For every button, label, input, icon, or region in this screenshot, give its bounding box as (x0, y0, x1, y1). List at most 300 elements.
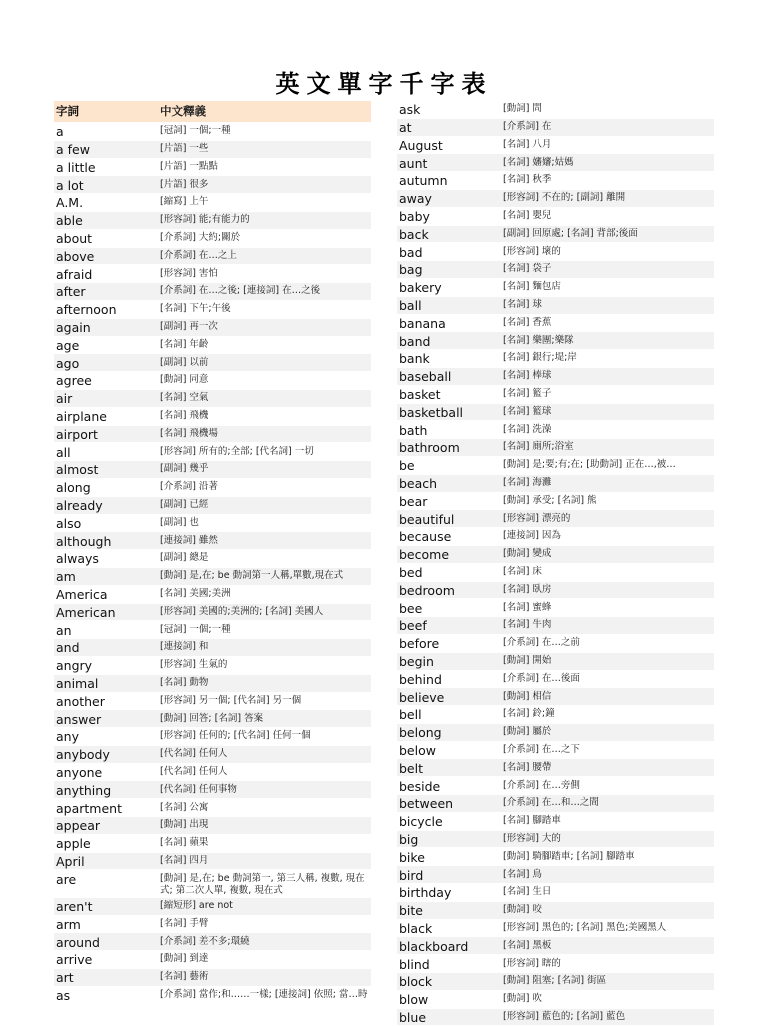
word-cell: between (399, 796, 454, 812)
word-cell: blue (399, 1009, 427, 1025)
table-row (54, 283, 371, 301)
table-row (54, 639, 371, 657)
word-cell: although (56, 533, 112, 549)
table-row (54, 710, 371, 728)
table-row (54, 141, 371, 159)
word-cell: blind (399, 956, 430, 972)
meaning-cell: [名詞] 秋季 (503, 174, 552, 186)
meaning-cell: [動詞] 出現 (160, 819, 209, 831)
table-row (397, 315, 714, 333)
meaning-cell: [介系詞] 在…之上 (160, 249, 237, 261)
meaning-cell: [動詞] 吹 (503, 993, 542, 1005)
table-row (397, 759, 714, 777)
table-row (54, 265, 371, 283)
table-row (54, 933, 371, 951)
table-row (54, 479, 371, 497)
table-row (54, 764, 371, 782)
table-row (397, 421, 714, 439)
meaning-cell: [名詞] 海灘 (503, 477, 552, 489)
word-cell: band (399, 333, 431, 349)
word-cell: all (56, 444, 71, 460)
word-cell: always (56, 551, 99, 567)
table-row (54, 390, 371, 408)
table-row (397, 742, 714, 760)
word-cell: begin (399, 654, 434, 669)
table-row (397, 546, 714, 564)
table-row (397, 795, 714, 813)
table-row (397, 208, 714, 226)
table-row (54, 443, 371, 461)
table-row (54, 515, 371, 533)
table-row (397, 350, 714, 368)
table-row (397, 1009, 714, 1026)
meaning-cell: [名詞] 樂團;樂隊 (503, 334, 574, 346)
meaning-cell: [副詞] 也 (160, 516, 199, 528)
table-header (54, 101, 371, 123)
meaning-cell: [介系詞] 在…之下 (503, 743, 580, 755)
table-row (54, 532, 371, 550)
word-cell: anyone (56, 764, 103, 780)
word-cell: away (399, 191, 432, 207)
table-row (397, 973, 714, 991)
word-cell: bag (399, 262, 423, 278)
table-row (54, 301, 371, 319)
table-row (397, 582, 714, 600)
table-row (54, 898, 371, 916)
word-cell: August (399, 137, 443, 153)
table-row (397, 404, 714, 422)
table-row (397, 724, 714, 742)
meaning-cell: [名詞] 袋子 (503, 263, 552, 275)
meaning-cell: [介系詞] 在…後面 (503, 672, 580, 684)
meaning-cell: [代名詞] 任何事物 (160, 783, 237, 795)
word-cell: big (399, 831, 419, 847)
table-row (397, 172, 714, 190)
meaning-cell: [形容詞] 另一個; [代名詞] 另一個 (160, 694, 302, 706)
word-cell: beach (399, 476, 438, 492)
word-cell: afternoon (56, 302, 117, 318)
word-cell: bank (399, 351, 430, 367)
word-cell: airport (56, 426, 98, 442)
word-cell: A.M. (56, 195, 84, 211)
word-cell: bakery (399, 280, 442, 296)
meaning-cell: [名詞] 四月 (160, 854, 209, 866)
word-cell: anything (56, 782, 112, 798)
table-row (54, 212, 371, 230)
table-row (397, 279, 714, 297)
table-row (397, 564, 714, 582)
word-cell: art (56, 970, 74, 986)
table-row (397, 154, 714, 172)
word-cell: bird (399, 867, 424, 883)
word-cell: believe (399, 689, 445, 705)
table-row (54, 853, 371, 871)
table-row (397, 439, 714, 457)
meaning-cell: [形容詞] 所有的;全部; [代名詞] 一切 (160, 445, 314, 457)
table-row (397, 226, 714, 244)
word-cell: behind (399, 671, 442, 687)
word-table-left (54, 101, 371, 1005)
word-cell: bite (399, 903, 423, 919)
table-row (54, 657, 371, 675)
word-cell: bath (399, 422, 428, 438)
word-cell: a little (56, 159, 96, 175)
table-row (54, 159, 371, 177)
word-cell: bad (399, 244, 423, 260)
word-cell: also (56, 515, 82, 531)
word-cell: ago (56, 355, 80, 371)
word-cell: belt (399, 760, 423, 776)
table-row (54, 835, 371, 853)
word-cell: along (56, 480, 91, 496)
table-row (397, 261, 714, 279)
word-cell: as (56, 988, 71, 1004)
table-row (54, 426, 371, 444)
meaning-cell: [名詞] 鳥 (503, 868, 542, 880)
meaning-cell: [介系詞] 沿著 (160, 481, 218, 493)
table-row (54, 987, 371, 1005)
table-row (397, 884, 714, 902)
table-row (397, 777, 714, 795)
word-cell: at (399, 120, 412, 136)
meaning-cell: [名詞] 生日 (503, 886, 552, 898)
word-cell: birthday (399, 885, 452, 901)
meaning-cell: [形容詞] 壞的 (503, 245, 561, 257)
meaning-cell: [名詞] 飛機 (160, 410, 209, 422)
meaning-cell: [形容詞] 能;有能力的 (160, 214, 250, 226)
table-row (397, 866, 714, 884)
meaning-cell: [介系詞] 在…旁側 (503, 779, 580, 791)
word-cell: afraid (56, 266, 93, 282)
table-row (397, 688, 714, 706)
meaning-cell: [名詞] 麵包店 (503, 281, 561, 293)
meaning-cell: [名詞] 腳踏車 (503, 815, 561, 827)
word-cell: because (399, 529, 452, 545)
table-row (54, 586, 371, 604)
word-cell: aren't (56, 899, 93, 915)
word-cell: apple (56, 836, 91, 852)
table-row (54, 817, 371, 835)
word-cell: airplane (56, 409, 107, 425)
meaning-cell: [名詞] 鈴;鐘 (503, 708, 555, 720)
meaning-cell: [名詞] 黑板 (503, 939, 552, 951)
word-cell: back (399, 226, 429, 242)
word-cell: ball (399, 298, 422, 314)
table-row (54, 781, 371, 799)
table-row (397, 332, 714, 350)
table-row (397, 243, 714, 261)
word-cell: a lot (56, 177, 84, 193)
word-cell: an (56, 622, 72, 638)
table-row (54, 248, 371, 266)
word-cell: air (56, 391, 73, 407)
table-row (397, 848, 714, 866)
word-cell: age (56, 337, 80, 353)
header-meaning: 中文釋義 (160, 104, 206, 118)
word-cell: beside (399, 778, 441, 794)
word-cell: and (56, 640, 80, 656)
meaning-cell: [副詞] 回原處; [名詞] 背部;後面 (503, 227, 638, 239)
meaning-cell: [連接詞] 雖然 (160, 534, 218, 546)
meaning-cell: [名詞] 年齡 (160, 338, 209, 350)
meaning-cell: [名詞] 洗澡 (503, 423, 552, 435)
word-cell: a (56, 124, 64, 140)
table-row (397, 528, 714, 546)
meaning-cell: [縮短形] are not (160, 900, 233, 912)
meaning-cell: [名詞] 藝術 (160, 971, 209, 983)
table-row (54, 354, 371, 372)
table-row (54, 176, 371, 194)
word-cell: baby (399, 209, 430, 225)
word-cell: agree (56, 373, 92, 389)
word-cell: America (56, 587, 108, 603)
meaning-cell: [名詞] 手臂 (160, 917, 209, 929)
word-cell: ask (399, 102, 421, 118)
word-cell: apartment (56, 800, 122, 816)
word-cell: blackboard (399, 938, 469, 954)
meaning-cell: [名詞] 空氣 (160, 392, 209, 404)
table-row (397, 920, 714, 938)
word-cell: after (56, 284, 86, 300)
meaning-cell: [動詞] 阻塞; [名詞] 街區 (503, 975, 607, 987)
meaning-cell: [形容詞] 瞎的 (503, 957, 561, 969)
table-row (397, 297, 714, 315)
table-row (54, 799, 371, 817)
meaning-cell: [介系詞] 在…之前 (503, 637, 580, 649)
word-cell: angry (56, 658, 93, 674)
word-cell: another (56, 693, 105, 709)
meaning-cell: [名詞] 美國;美洲 (160, 588, 231, 600)
table-row (397, 101, 714, 119)
word-cell: bell (399, 707, 422, 723)
table-row (397, 457, 714, 475)
meaning-cell: [名詞] 下午;午後 (160, 303, 231, 315)
meaning-cell: [介系詞] 在…之後; [連接詞] 在…之後 (160, 285, 321, 297)
meaning-cell: [動詞] 到達 (160, 953, 209, 965)
table-row (54, 621, 371, 639)
word-cell: April (56, 853, 85, 869)
table-row (397, 386, 714, 404)
table-row (54, 870, 371, 897)
meaning-cell: [名詞] 球 (503, 299, 542, 311)
meaning-cell: [名詞] 棒球 (503, 370, 552, 382)
meaning-cell: [名詞] 蘋果 (160, 837, 209, 849)
meaning-cell: [形容詞] 黑色的; [名詞] 黑色;美國黑人 (503, 921, 667, 933)
table-row (54, 969, 371, 987)
word-cell: arm (56, 916, 81, 932)
meaning-cell: [名詞] 床 (503, 566, 542, 578)
meaning-cell: [片語] 一點點 (160, 160, 218, 172)
meaning-cell: [名詞] 嬰兒 (503, 210, 552, 222)
meaning-cell: [動詞] 是,在; be 動詞第一人稱,單數,現在式 (160, 570, 344, 582)
word-cell: below (399, 742, 436, 758)
table-row (54, 604, 371, 622)
word-cell: block (399, 974, 433, 990)
page-title: 英文單字千字表 (275, 69, 493, 98)
table-row (54, 337, 371, 355)
table-row (54, 319, 371, 337)
meaning-cell: [名詞] 籃球 (503, 405, 552, 417)
word-cell: am (56, 569, 76, 585)
word-cell: already (56, 498, 103, 514)
word-table-right (397, 101, 714, 1026)
table-row (397, 653, 714, 671)
meaning-cell: [動詞] 承受; [名詞] 熊 (503, 494, 597, 506)
meaning-cell: [代名詞] 任何人 (160, 748, 228, 760)
meaning-cell: [名詞] 香蕉 (503, 316, 552, 328)
table-row (397, 831, 714, 849)
meaning-cell: [動詞] 變成 (503, 548, 552, 560)
meaning-cell: [動詞] 開始 (503, 655, 552, 666)
table-row (397, 617, 714, 635)
word-cell: bed (399, 565, 423, 581)
meaning-cell: [名詞] 廁所;浴室 (503, 441, 574, 453)
meaning-cell: [動詞] 是;要;有;在; [助動詞] 正在…,被… (503, 459, 676, 471)
meaning-cell: [動詞] 騎腳踏車; [名詞] 腳踏車 (503, 850, 635, 862)
table-row (397, 190, 714, 208)
meaning-cell: [代名詞] 任何人 (160, 765, 228, 777)
meaning-cell: [動詞] 屬於 (503, 726, 552, 738)
table-row (397, 813, 714, 831)
word-cell: beautiful (399, 511, 455, 527)
meaning-cell: [形容詞] 生氣的 (160, 659, 228, 671)
meaning-cell: [動詞] 是,在; be 動詞第一, 第三人稱, 複數, 現在式; 第二次人單, 複數, 現在式 (160, 872, 365, 896)
table-row (54, 123, 371, 141)
table-row (54, 693, 371, 711)
table-row (397, 368, 714, 386)
word-cell: basket (399, 387, 441, 403)
meaning-cell: [形容詞] 藍色的; [名詞] 藍色 (503, 1010, 626, 1022)
table-row (397, 955, 714, 973)
meaning-cell: [名詞] 蜜蜂 (503, 601, 552, 613)
meaning-cell: [形容詞] 大的 (503, 832, 561, 844)
table-row (54, 372, 371, 390)
word-cell: above (56, 248, 95, 264)
meaning-cell: [縮寫] 上午 (160, 196, 209, 208)
meaning-cell: [名詞] 嬸嬸;姑媽 (503, 156, 574, 168)
meaning-cell: [形容詞] 不在的; [副詞] 離開 (503, 192, 626, 204)
meaning-cell: [片語] 很多 (160, 178, 209, 190)
table-row (54, 408, 371, 426)
table-row (54, 916, 371, 934)
table-row (54, 728, 371, 746)
word-cell: animal (56, 676, 99, 691)
word-cell: aunt (399, 155, 428, 171)
meaning-cell: [動詞] 回答; [名詞] 答案 (160, 712, 264, 724)
table-row (397, 119, 714, 137)
meaning-cell: [名詞] 八月 (503, 138, 552, 150)
word-cell: around (56, 934, 100, 950)
table-row (54, 746, 371, 764)
table-row (397, 635, 714, 653)
table-row (54, 230, 371, 248)
meaning-cell: [副詞] 幾乎 (160, 463, 209, 475)
meaning-cell: [介系詞] 差不多;環繞 (160, 935, 250, 947)
word-cell: bee (399, 600, 423, 616)
meaning-cell: [連接詞] 和 (160, 641, 209, 653)
meaning-cell: [形容詞] 任何的; [代名詞] 任何一個 (160, 730, 311, 742)
meaning-cell: [副詞] 以前 (160, 356, 209, 368)
word-cell: baseball (399, 369, 452, 385)
table-row (397, 671, 714, 689)
meaning-cell: [介系詞] 大約;關於 (160, 232, 241, 244)
meaning-cell: [名詞] 籃子 (503, 388, 552, 400)
table-row (54, 951, 371, 969)
meaning-cell: [名詞] 臥房 (503, 583, 552, 595)
table-row (54, 194, 371, 212)
table-row (54, 550, 371, 568)
word-cell: appear (56, 818, 101, 834)
word-cell: anybody (56, 747, 110, 763)
word-cell: about (56, 231, 93, 247)
header-word: 字詞 (56, 104, 79, 118)
table-row (397, 937, 714, 955)
meaning-cell: [連接詞] 因為 (503, 530, 561, 542)
table-row (54, 568, 371, 586)
meaning-cell: [名詞] 銀行;堤;岸 (503, 352, 577, 364)
word-cell: bedroom (399, 582, 455, 598)
meaning-cell: [冠詞] 一個;一種 (160, 125, 231, 137)
table-row (397, 137, 714, 155)
meaning-cell: [介系詞] 在…和…之間 (503, 797, 599, 809)
meaning-cell: [動詞] 咬 (503, 904, 542, 916)
word-cell: bear (399, 493, 428, 509)
word-cell: basketball (399, 404, 464, 420)
table-row (54, 497, 371, 515)
word-cell: belong (399, 725, 442, 741)
word-cell: are (56, 871, 77, 887)
word-cell: banana (399, 315, 446, 331)
meaning-cell: [冠詞] 一個;一種 (160, 623, 231, 635)
word-cell: a few (56, 142, 90, 158)
word-cell: before (399, 636, 440, 652)
table-row (397, 475, 714, 493)
meaning-cell: [動詞] 相信 (503, 690, 552, 702)
table-row (397, 510, 714, 528)
meaning-cell: [副詞] 已經 (160, 499, 209, 511)
meaning-cell: [介系詞] 當作;和……一樣; [連接詞] 依照; 當…時 (160, 989, 368, 1001)
meaning-cell: [副詞] 再一次 (160, 321, 218, 333)
meaning-cell: [副詞] 總是 (160, 552, 209, 564)
table-row (397, 599, 714, 617)
meaning-cell: [名詞] 公寓 (160, 801, 209, 813)
word-cell: black (399, 920, 433, 936)
word-cell: autumn (399, 173, 448, 189)
word-cell: almost (56, 462, 99, 478)
word-cell: become (399, 547, 450, 563)
word-cell: arrive (56, 952, 93, 968)
word-cell: bathroom (399, 440, 460, 456)
meaning-cell: [名詞] 腰帶 (503, 761, 552, 773)
meaning-cell: [介系詞] 在 (503, 121, 552, 133)
table-row (397, 493, 714, 511)
meaning-cell: [片語] 一些 (160, 143, 209, 155)
meaning-cell: [名詞] 飛機場 (160, 427, 218, 439)
meaning-cell: [形容詞] 漂亮的 (503, 512, 571, 524)
meaning-cell: [名詞] 動物 (160, 677, 209, 688)
word-cell: beef (399, 618, 427, 634)
meaning-cell: [動詞] 同意 (160, 374, 209, 386)
table-row (397, 991, 714, 1009)
table-row (397, 902, 714, 920)
meaning-cell: [名詞] 牛肉 (503, 619, 552, 631)
word-cell: be (399, 458, 415, 474)
word-cell: answer (56, 711, 102, 727)
word-cell: American (56, 604, 116, 620)
table-row (54, 461, 371, 479)
table-row (397, 706, 714, 724)
table-row (54, 675, 371, 693)
